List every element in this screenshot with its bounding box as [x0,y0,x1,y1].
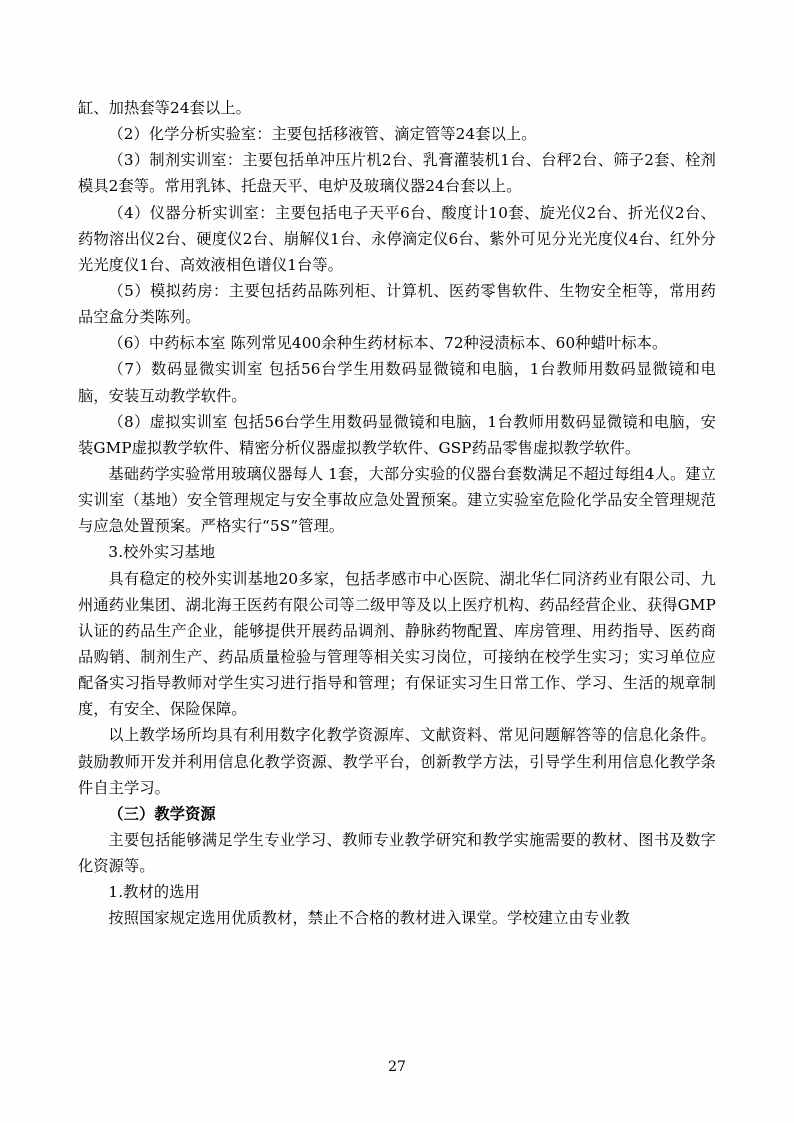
paragraph: 以上教学场所均具有利用数字化教学资源库、文献资料、常见问题解答等的信息化条件。鼓励教师开发并利用信息化教学资源、教学平台，创新教学方法，引导学生利用信息化教学条件自主学习。 [78,726,716,797]
paragraph: 3.校外实习基地 [108,543,216,562]
section-heading: （三）教学资源 [108,804,216,823]
paragraph: 缸、加热套等24套以上。 [78,99,252,117]
paragraph: 具有稳定的校外实训基地20多家，包括孝感市中心医院、湖北华仁同济药业有限公司、九州通药业集团、湖北海王医药有限公司等二级甲等及以上医疗机构、药品经营企业、获得GMP认证的药品生产企业，能够提供开展药品调剂、静脉药物配置、库房管理、用药指导、医药商品购销、制剂生产、药品质量检验与管理等相关实习岗位，可接纳在校学生实习；实习单位应配备实习指导教师对学生实习进行指导和管理；有保证实习生日常工作、学习、生活的规章制度，有安全、保险保障。 [78,569,716,719]
paragraph: （7）数码显微实训室 包括56台学生用数码显微镜和电脑，1台教师用数码显微镜和电脑，安装互动教学软件。 [78,360,716,405]
paragraph: （3）制剂实训室：主要包括单冲压片机2台、乳膏灌装机1台、台秤2台、筛子2套、栓剂模具2套等。常用乳钵、托盘天平、电炉及玻璃仪器24台套以上。 [78,151,716,196]
paragraph: 基础药学实验常用玻璃仪器每人 1套，大部分实验的仪器台套数满足不超过每组4人。建立实训室（基地）安全管理规定与安全事故应急处置预案。建立实验室危险化学品安全管理规范与应急处置预案。严格实行“5S”管理。 [78,464,716,536]
paragraph: （2）化学分析实验室：主要包括移液管、滴定管等24套以上。 [108,125,537,144]
paragraph: 1.教材的选用 [108,883,200,902]
paragraph: （5）模拟药房：主要包括药品陈列柜、计算机、医药零售软件、生物安全柜等，常用药品空盒分类陈列。 [78,281,716,327]
paragraph: （4）仪器分析实训室：主要包括电子天平6台、酸度计10套、旋光仪2台、折光仪2台、药物溶出仪2台、硬度仪2台、崩解仪1台、永停滴定仪6台、紫外可见分光光度仪4台、红外分光光度仪1台、高效液相色谱仪1台等。 [78,203,716,274]
paragraph: 按照国家规定选用优质教材，禁止不合格的教材进入课堂。学校建立由专业教 [108,909,630,928]
paragraph: 主要包括能够满足学生专业学习、教师专业教学研究和教学实施需要的教材、图书及数字化资源等。 [78,830,716,876]
paragraph: （8）虚拟实训室 包括56台学生用数码显微镜和电脑，1台教师用数码显微镜和电脑，安装GMP虚拟教学软件、精密分析仪器虚拟教学软件、GSP药品零售虚拟教学软件。 [78,412,716,457]
document-body [78,95,716,932]
paragraph: （6）中药标本室 陈列常见400余种生药材标本、72种浸渍标本、60种蜡叶标本。 [108,334,668,353]
page-number: 27 [388,1059,406,1075]
